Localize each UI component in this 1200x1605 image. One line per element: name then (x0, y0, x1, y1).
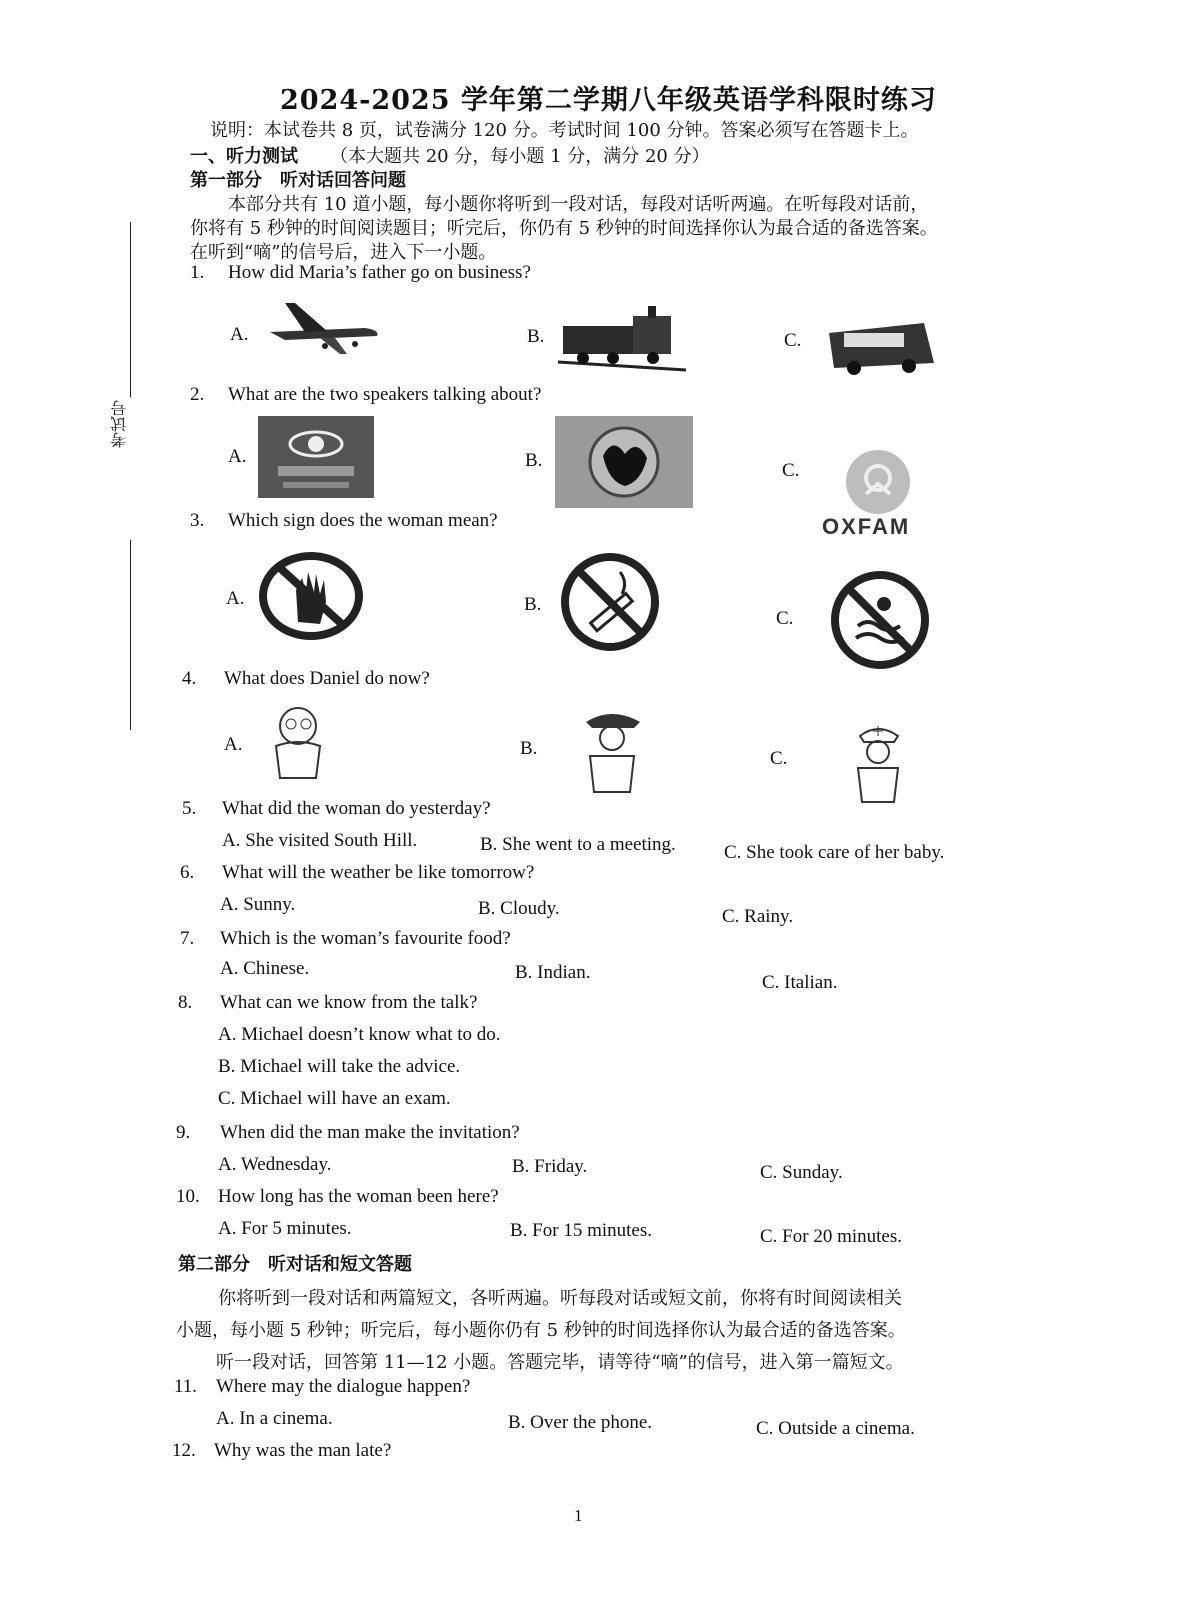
question-number: 7. (180, 928, 195, 949)
option-c-label: C. (776, 608, 794, 629)
police-officer-icon (574, 706, 650, 794)
old-man-icon (256, 702, 340, 782)
question-text: How long has the woman been here? (218, 1186, 499, 1207)
question-number: 3. (190, 510, 205, 531)
question-number: 4. (182, 668, 197, 689)
question-number: 6. (180, 862, 195, 883)
question-text: What did the woman do yesterday? (222, 798, 491, 819)
option-c: C. She took care of her baby. (724, 842, 945, 863)
option-c: C. Rainy. (722, 906, 794, 927)
option-a: A. In a cinema. (216, 1408, 333, 1429)
binding-line-top (130, 222, 131, 397)
option-c: C. For 20 minutes. (760, 1226, 902, 1247)
option-a: A. Michael doesn’t know what to do. (218, 1024, 501, 1045)
question-text: Which is the woman’s favourite food? (220, 928, 511, 949)
part2-instructions-line2: 小题，每小题 5 秒钟；听完后，每小题你仍有 5 秒钟的时间选择你认为最合适的备选答案。 (176, 1320, 906, 1341)
organization-logo-image (555, 416, 693, 508)
question-number: 1. (190, 262, 205, 283)
option-a: A. Chinese. (220, 958, 310, 979)
option-b: B. She went to a meeting. (480, 834, 676, 855)
exam-number-label: 考试号 (110, 400, 129, 448)
part1-instructions-line3: 在听到“嘀”的信号后，进入下一小题。 (190, 242, 497, 263)
option-b-label: B. (525, 450, 543, 471)
question-number: 2. (190, 384, 205, 405)
question-text: What does Daniel do now? (224, 668, 430, 689)
question-number: 10. (176, 1186, 200, 1207)
binding-line-bottom (130, 540, 131, 730)
option-a: A. For 5 minutes. (218, 1218, 352, 1239)
question-text: What are the two speakers talking about? (228, 384, 542, 405)
question-text: Why was the man late? (214, 1440, 392, 1461)
question-text: Where may the dialogue happen? (216, 1376, 471, 1397)
part2-instructions-line1: 你将听到一段对话和两篇短文，各听两遍。听每段对话或短文前，你将有时间阅读相关 (218, 1288, 902, 1309)
option-a-label: A. (230, 324, 249, 345)
part1-title: 第一部分 听对话回答问题 (190, 170, 406, 191)
option-a-label: A. (226, 588, 245, 609)
option-a: A. Sunny. (220, 894, 296, 915)
section-heading-note: （本大题共 20 分，每小题 1 分，满分 20 分） (330, 146, 710, 167)
option-a-label: A. (228, 446, 247, 467)
option-a-label: A. (224, 734, 243, 755)
option-b-label: B. (520, 738, 538, 759)
train-icon (558, 302, 688, 372)
question-number: 9. (176, 1122, 191, 1143)
question-text: What can we know from the talk? (220, 992, 478, 1013)
option-b: B. Indian. (515, 962, 591, 983)
option-c-label: C. (770, 748, 788, 769)
option-c-label: C. (782, 460, 800, 481)
exam-note: 说明：本试卷共 8 页，试卷满分 120 分。考试时间 100 分钟。答案必须写在答题卡上。 (210, 120, 919, 141)
question-number: 8. (178, 992, 193, 1013)
option-b-label: B. (524, 594, 542, 615)
option-b: B. Michael will take the advice. (218, 1056, 461, 1077)
part1-instructions-line2: 你将有 5 秒钟的时间阅读题目；听完后，你仍有 5 秒钟的时间选择你认为最合适的备选答案。 (190, 218, 938, 239)
event-logo-image (258, 416, 374, 498)
doctor-icon (844, 718, 914, 806)
part1-instructions-line1: 本部分共有 10 道小题，每小题你将听到一段对话，每段对话听两遍。在听每段对话前， (228, 194, 929, 215)
page-title: 2024-2025 学年第二学期八年级英语学科限时练习 (280, 85, 937, 116)
part2-title: 第二部分 听对话和短文答题 (178, 1254, 412, 1275)
option-b: B. Friday. (512, 1156, 588, 1177)
option-b-label: B. (527, 326, 545, 347)
bus-icon (824, 318, 939, 378)
option-a: A. She visited South Hill. (222, 830, 418, 851)
option-c: C. Michael will have an exam. (218, 1088, 451, 1109)
oxfam-logo-text: OXFAM (822, 514, 911, 539)
airplane-icon (265, 298, 385, 358)
option-c: C. Sunday. (760, 1162, 843, 1183)
question-text: When did the man make the invitation? (220, 1122, 520, 1143)
question-number: 12. (172, 1440, 196, 1461)
question-text: What will the weather be like tomorrow? (222, 862, 535, 883)
page-number: 1 (574, 1506, 583, 1525)
no-swimming-sign-icon (828, 570, 932, 670)
question-text: How did Maria’s father go on business? (228, 262, 531, 283)
option-b: B. Over the phone. (508, 1412, 653, 1433)
question-number: 5. (182, 798, 197, 819)
option-b: B. Cloudy. (478, 898, 560, 919)
option-c-label: C. (784, 330, 802, 351)
section-heading: 一、听力测试 (190, 146, 298, 167)
option-b: B. For 15 minutes. (510, 1220, 652, 1241)
oxfam-logo-icon (826, 448, 930, 514)
option-c: C. Outside a cinema. (756, 1418, 915, 1439)
no-smoking-sign-icon (558, 552, 662, 652)
option-c: C. Italian. (762, 972, 838, 993)
option-a: A. Wednesday. (218, 1154, 332, 1175)
question-text: Which sign does the woman mean? (228, 510, 498, 531)
part2-instructions-line3: 听一段对话，回答第 11—12 小题。答题完毕，请等待“嘀”的信号，进入第一篇短文。 (216, 1352, 904, 1373)
no-touching-sign-icon (258, 552, 364, 640)
question-number: 11. (174, 1376, 198, 1397)
